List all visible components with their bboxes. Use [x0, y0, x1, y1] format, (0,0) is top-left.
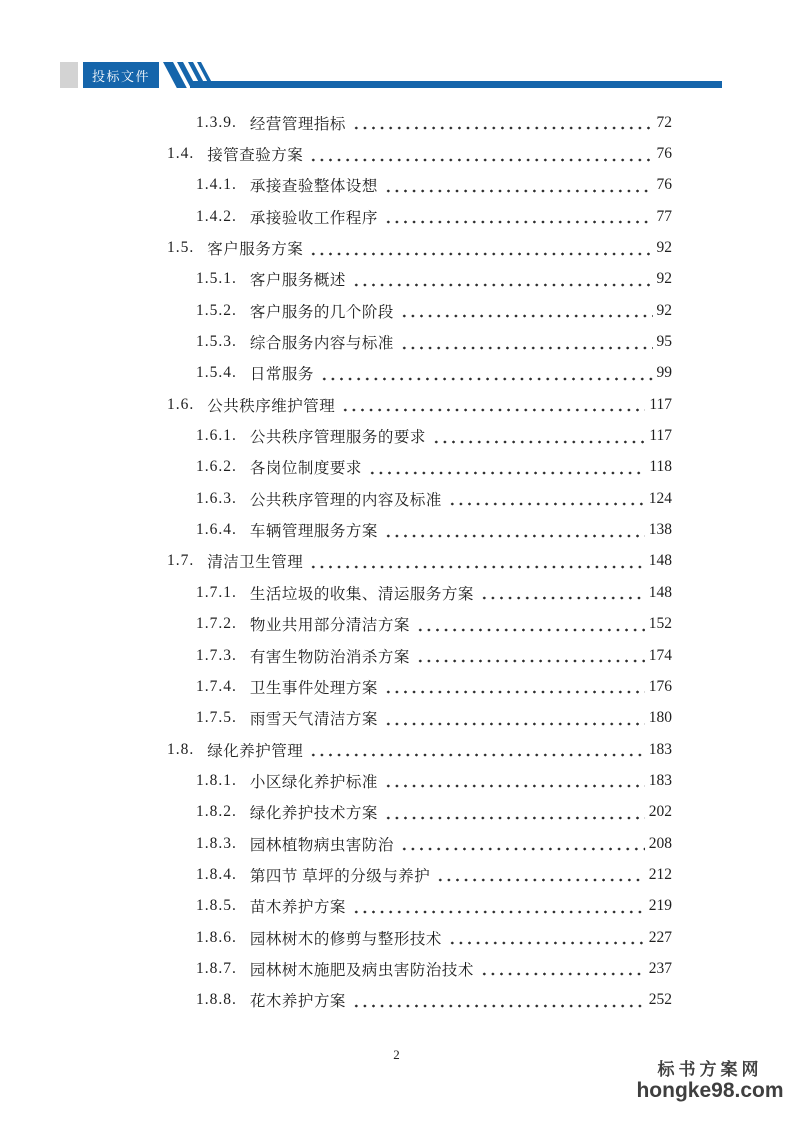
toc-entry	[167, 264, 672, 295]
toc-dot-leader	[341, 389, 645, 420]
toc-entry-page-number: 148	[648, 552, 672, 570]
toc-entry-number: 1.7.1.	[196, 583, 237, 601]
toc-entry-title: 绿化养护技术方案	[249, 805, 378, 823]
toc-entry-number: 1.7.	[167, 552, 195, 570]
toc-entry-title: 花木养护方案	[249, 993, 346, 1011]
toc-entry-number: 1.7.5.	[196, 709, 237, 727]
toc-entry	[167, 420, 672, 451]
toc-dot-leader	[384, 514, 645, 545]
toc-dot-leader	[309, 546, 644, 577]
toc-entry	[167, 138, 672, 169]
toc-dot-leader	[309, 138, 652, 169]
toc-entry-page-number: 117	[649, 427, 672, 445]
toc-entry	[167, 295, 672, 326]
toc-entry-number: 1.8.2.	[196, 803, 237, 821]
toc-entry-number: 1.8.1.	[196, 771, 237, 789]
toc-entry	[167, 577, 672, 608]
toc-entry-page-number: 124	[648, 489, 672, 507]
toc-entry-title: 有害生物防治消杀方案	[249, 648, 410, 666]
toc-entry-page-number: 148	[648, 583, 672, 601]
toc-entry-number: 1.6.4.	[196, 521, 237, 539]
toc-entry-page-number: 72	[656, 113, 672, 131]
toc-entry-title: 综合服务内容与标准	[249, 335, 394, 353]
toc-dot-leader	[384, 797, 645, 828]
toc-entry-page-number: 138	[648, 521, 672, 539]
toc-entry-page-number: 117	[649, 395, 672, 413]
toc-entry	[167, 765, 672, 796]
toc-entry-title: 卫生事件处理方案	[249, 679, 378, 697]
document-type-tag-label: 投标文件	[91, 68, 150, 84]
toc-entry-title: 公共秩序管理服务的要求	[249, 429, 426, 447]
toc-dot-leader	[384, 201, 653, 232]
toc-entry-page-number: 77	[656, 207, 672, 225]
toc-entry-title: 小区绿化养护标准	[249, 773, 378, 791]
toc-entry-number: 1.8.8.	[196, 991, 237, 1009]
toc-dot-leader	[400, 326, 653, 357]
watermark	[635, 1060, 785, 1102]
toc-entry-page-number: 118	[649, 458, 672, 476]
toc-entry-number: 1.7.3.	[196, 646, 237, 664]
watermark-site-name: 标书方案网	[657, 1060, 763, 1079]
toc-entry-page-number: 219	[648, 897, 672, 915]
toc-entry-page-number: 176	[648, 677, 672, 695]
toc-entry-page-number: 180	[648, 709, 672, 727]
toc-entry	[167, 546, 672, 577]
toc-dot-leader	[309, 734, 644, 765]
toc-entry-number: 1.6.	[167, 395, 195, 413]
toc-entry-number: 1.8.	[167, 740, 195, 758]
toc-dot-leader	[432, 420, 645, 451]
toc-dot-leader	[352, 891, 645, 922]
toc-entry-number: 1.5.4.	[196, 364, 237, 382]
toc-entry	[167, 358, 672, 389]
toc-entry-title: 接管查验方案	[207, 147, 304, 165]
toc-entry-title: 物业共用部分清洁方案	[249, 617, 410, 635]
toc-entry	[167, 201, 672, 232]
toc-dot-leader	[448, 483, 645, 514]
page-number: 2	[393, 1047, 400, 1062]
toc-entry-title: 园林植物病虫害防治	[249, 836, 394, 854]
toc-entry-title: 经营管理指标	[249, 115, 346, 133]
toc-entry-title: 客户服务方案	[207, 241, 304, 259]
toc-entry-title: 日常服务	[249, 366, 314, 384]
toc-entry	[167, 797, 672, 828]
toc-entry-number: 1.5.3.	[196, 333, 237, 351]
toc-list	[167, 107, 672, 1016]
toc-dot-leader	[400, 828, 645, 859]
toc-entry-page-number: 95	[656, 333, 672, 351]
toc-entry-title: 客户服务概述	[249, 272, 346, 290]
toc-entry-title: 公共秩序管理的内容及标准	[249, 491, 442, 509]
toc-entry	[167, 859, 672, 890]
toc-entry-number: 1.6.1.	[196, 427, 237, 445]
toc-entry-number: 1.3.9.	[196, 113, 237, 131]
toc-entry-number: 1.4.1.	[196, 176, 237, 194]
toc-entry-title: 清洁卫生管理	[207, 554, 304, 572]
toc-dot-leader	[352, 264, 653, 295]
document-type-tag	[83, 62, 159, 88]
toc-entry	[167, 609, 672, 640]
toc-entry-title: 承接验收工作程序	[249, 209, 378, 227]
toc-entry	[167, 953, 672, 984]
toc-entry-number: 1.8.6.	[196, 928, 237, 946]
toc-entry-page-number: 237	[648, 959, 672, 977]
toc-dot-leader	[352, 985, 645, 1016]
toc-entry-page-number: 212	[648, 865, 672, 883]
toc-entry-title: 生活垃圾的收集、清运服务方案	[249, 585, 474, 603]
toc-entry-page-number: 76	[656, 145, 672, 163]
toc-entry-page-number: 92	[656, 239, 672, 257]
toc-entry-number: 1.5.1.	[196, 270, 237, 288]
toc-entry	[167, 828, 672, 859]
toc-entry	[167, 671, 672, 702]
toc-entry-page-number: 99	[656, 364, 672, 382]
toc-dot-leader	[416, 640, 645, 671]
toc-entry-page-number: 183	[648, 771, 672, 789]
toc-dot-leader	[480, 953, 645, 984]
toc-dot-leader	[384, 703, 645, 734]
toc-dot-leader	[384, 671, 645, 702]
toc-entry-number: 1.7.2.	[196, 615, 237, 633]
toc-entry-title: 车辆管理服务方案	[249, 523, 378, 541]
toc-entry-title: 公共秩序维护管理	[207, 397, 336, 415]
toc-entry-number: 1.4.	[167, 145, 195, 163]
toc-entry	[167, 985, 672, 1016]
toc-entry-title: 第四节 草坪的分级与养护	[249, 867, 431, 885]
toc-entry	[167, 326, 672, 357]
toc-dot-leader	[368, 452, 645, 483]
toc-entry	[167, 703, 672, 734]
toc-entry-number: 1.5.	[167, 239, 195, 257]
watermark-site-url: hongke98.com	[636, 1079, 784, 1103]
toc-dot-leader	[400, 295, 653, 326]
toc-entry-page-number: 227	[648, 928, 672, 946]
toc-entry-title: 承接查验整体设想	[249, 178, 378, 196]
toc-entry-number: 1.8.3.	[196, 834, 237, 852]
toc-entry	[167, 170, 672, 201]
toc-entry	[167, 452, 672, 483]
toc-dot-leader	[320, 358, 653, 389]
toc-dot-leader	[352, 107, 653, 138]
toc-dot-leader	[480, 577, 645, 608]
toc-entry	[167, 640, 672, 671]
toc-dot-leader	[448, 922, 645, 953]
toc-entry-number: 1.8.4.	[196, 865, 237, 883]
toc-dot-leader	[436, 859, 644, 890]
toc-entry-title: 雨雪天气清洁方案	[249, 711, 378, 729]
header-gray-block	[60, 62, 78, 88]
toc-dot-leader	[384, 765, 645, 796]
toc-entry	[167, 389, 672, 420]
toc-entry-number: 1.6.3.	[196, 489, 237, 507]
toc-entry-number: 1.4.2.	[196, 207, 237, 225]
toc-entry	[167, 483, 672, 514]
header-rule	[190, 81, 722, 88]
toc-entry	[167, 922, 672, 953]
toc-entry-page-number: 92	[656, 270, 672, 288]
toc-entry-title: 客户服务的几个阶段	[249, 303, 394, 321]
toc-entry-number: 1.8.5.	[196, 897, 237, 915]
toc-entry	[167, 514, 672, 545]
toc-entry-number: 1.6.2.	[196, 458, 237, 476]
toc-entry-number: 1.8.7.	[196, 959, 237, 977]
toc-entry	[167, 891, 672, 922]
toc-entry-page-number: 202	[648, 803, 672, 821]
toc-entry-title: 园林树木的修剪与整形技术	[249, 930, 442, 948]
toc-entry	[167, 107, 672, 138]
toc-entry-page-number: 92	[656, 301, 672, 319]
toc-entry-title: 各岗位制度要求	[249, 460, 362, 478]
toc-entry-page-number: 76	[656, 176, 672, 194]
toc-dot-leader	[384, 170, 653, 201]
toc-entry-page-number: 208	[648, 834, 672, 852]
toc-dot-leader	[309, 232, 652, 263]
toc-entry-page-number: 252	[648, 991, 672, 1009]
toc-entry	[167, 232, 672, 263]
toc-entry-page-number: 174	[648, 646, 672, 664]
toc-entry-title: 园林树木施肥及病虫害防治技术	[249, 961, 474, 979]
toc-entry	[167, 734, 672, 765]
toc-dot-leader	[416, 609, 645, 640]
toc-entry-number: 1.7.4.	[196, 677, 237, 695]
toc-entry-number: 1.5.2.	[196, 301, 237, 319]
toc-entry-page-number: 183	[648, 740, 672, 758]
toc-entry-page-number: 152	[648, 615, 672, 633]
toc-entry-title: 苗木养护方案	[249, 899, 346, 917]
toc-entry-title: 绿化养护管理	[207, 742, 304, 760]
